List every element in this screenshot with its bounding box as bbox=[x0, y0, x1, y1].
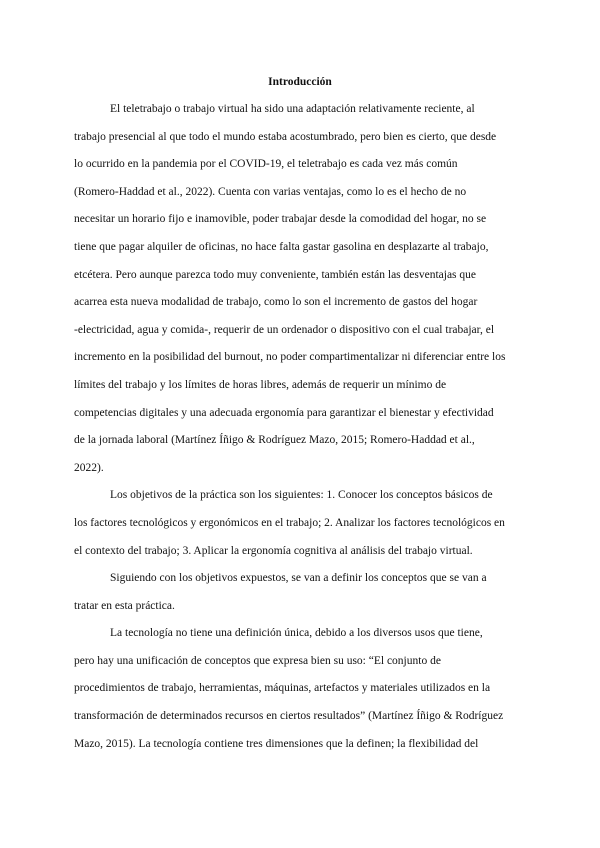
text-line: Mazo, 2015). La tecnología contiene tres dimensiones que la definen; la flexibilidad del bbox=[74, 737, 479, 750]
document-body bbox=[74, 96, 526, 758]
text-line: incremento en la posibilidad del burnout, no poder compartimentalizar ni diferenciar entre los bbox=[74, 351, 506, 364]
text-line: Siguiendo con los objetivos expuestos, se van a definir los conceptos que se van a bbox=[110, 572, 487, 585]
text-line: acarrea esta nueva modalidad de trabajo, como lo son el incremento de gastos del hogar bbox=[74, 296, 478, 309]
text-line: trabajo presencial al que todo el mundo estaba acostumbrado, pero bien es cierto, que desde bbox=[74, 130, 497, 143]
paragraph bbox=[74, 565, 526, 620]
text-line: tratar en esta práctica. bbox=[74, 599, 175, 612]
text-line: El teletrabajo o trabajo virtual ha sido una adaptación relativamente reciente, al bbox=[110, 103, 475, 115]
text-line: competencias digitales y una adecuada ergonomía para garantizar el bienestar y efectividad bbox=[74, 406, 494, 419]
paragraph bbox=[74, 482, 526, 565]
paragraph bbox=[74, 96, 526, 482]
text-line: necesitar un horario fijo e inamovible, poder trabajar desde la comodidad del hogar, no se bbox=[74, 213, 487, 226]
text-line: límites del trabajo y los límites de horas libres, además de requerir un mínimo de bbox=[74, 378, 447, 391]
text-line: -electricidad, agua y comida-, requerir de un ordenador o dispositivo con el cual trabajar, el bbox=[74, 323, 495, 336]
text-line: Los objetivos de la práctica son los siguientes: 1. Conocer los conceptos básicos de bbox=[110, 489, 493, 502]
text-line: los factores tecnológicos y ergonómicos en el trabajo; 2. Analizar los factores tecnológicos en bbox=[74, 516, 505, 529]
text-line: el contexto del trabajo; 3. Aplicar la ergonomía cognitiva al análisis del trabajo virtual. bbox=[74, 544, 473, 557]
text-line: La tecnología no tiene una definición única, debido a los diversos usos que tiene, bbox=[110, 627, 483, 640]
text-line: (Romero-Haddad et al., 2022). Cuenta con varias ventajas, como lo es el hecho de no bbox=[74, 185, 467, 198]
text-line: tiene que pagar alquiler de oficinas, no hace falta gastar gasolina en desplazarte al trabajo, bbox=[74, 240, 489, 253]
text-line: etcétera. Pero aunque parezca todo muy conveniente, también están las desventajas que bbox=[74, 268, 477, 281]
text-line: transformación de determinados recursos en ciertos resultados” (Martínez Íñigo & Rodríguez bbox=[74, 710, 504, 723]
text-line: procedimientos de trabajo, herramientas, máquinas, artefactos y materiales utilizados en la bbox=[74, 682, 491, 695]
text-line: lo ocurrido en la pandemia por el COVID-19, el teletrabajo es cada vez más común bbox=[74, 158, 458, 171]
text-line: pero hay una unificación de conceptos que expresa bien su uso: “El conjunto de bbox=[74, 654, 441, 667]
text-line: de la jornada laboral (Martínez Íñigo & Rodríguez Mazo, 2015; Romero-Haddad et al., bbox=[74, 434, 475, 447]
document-title: Introducción bbox=[268, 76, 332, 88]
paragraph bbox=[74, 620, 526, 758]
text-line: 2022). bbox=[74, 461, 104, 474]
